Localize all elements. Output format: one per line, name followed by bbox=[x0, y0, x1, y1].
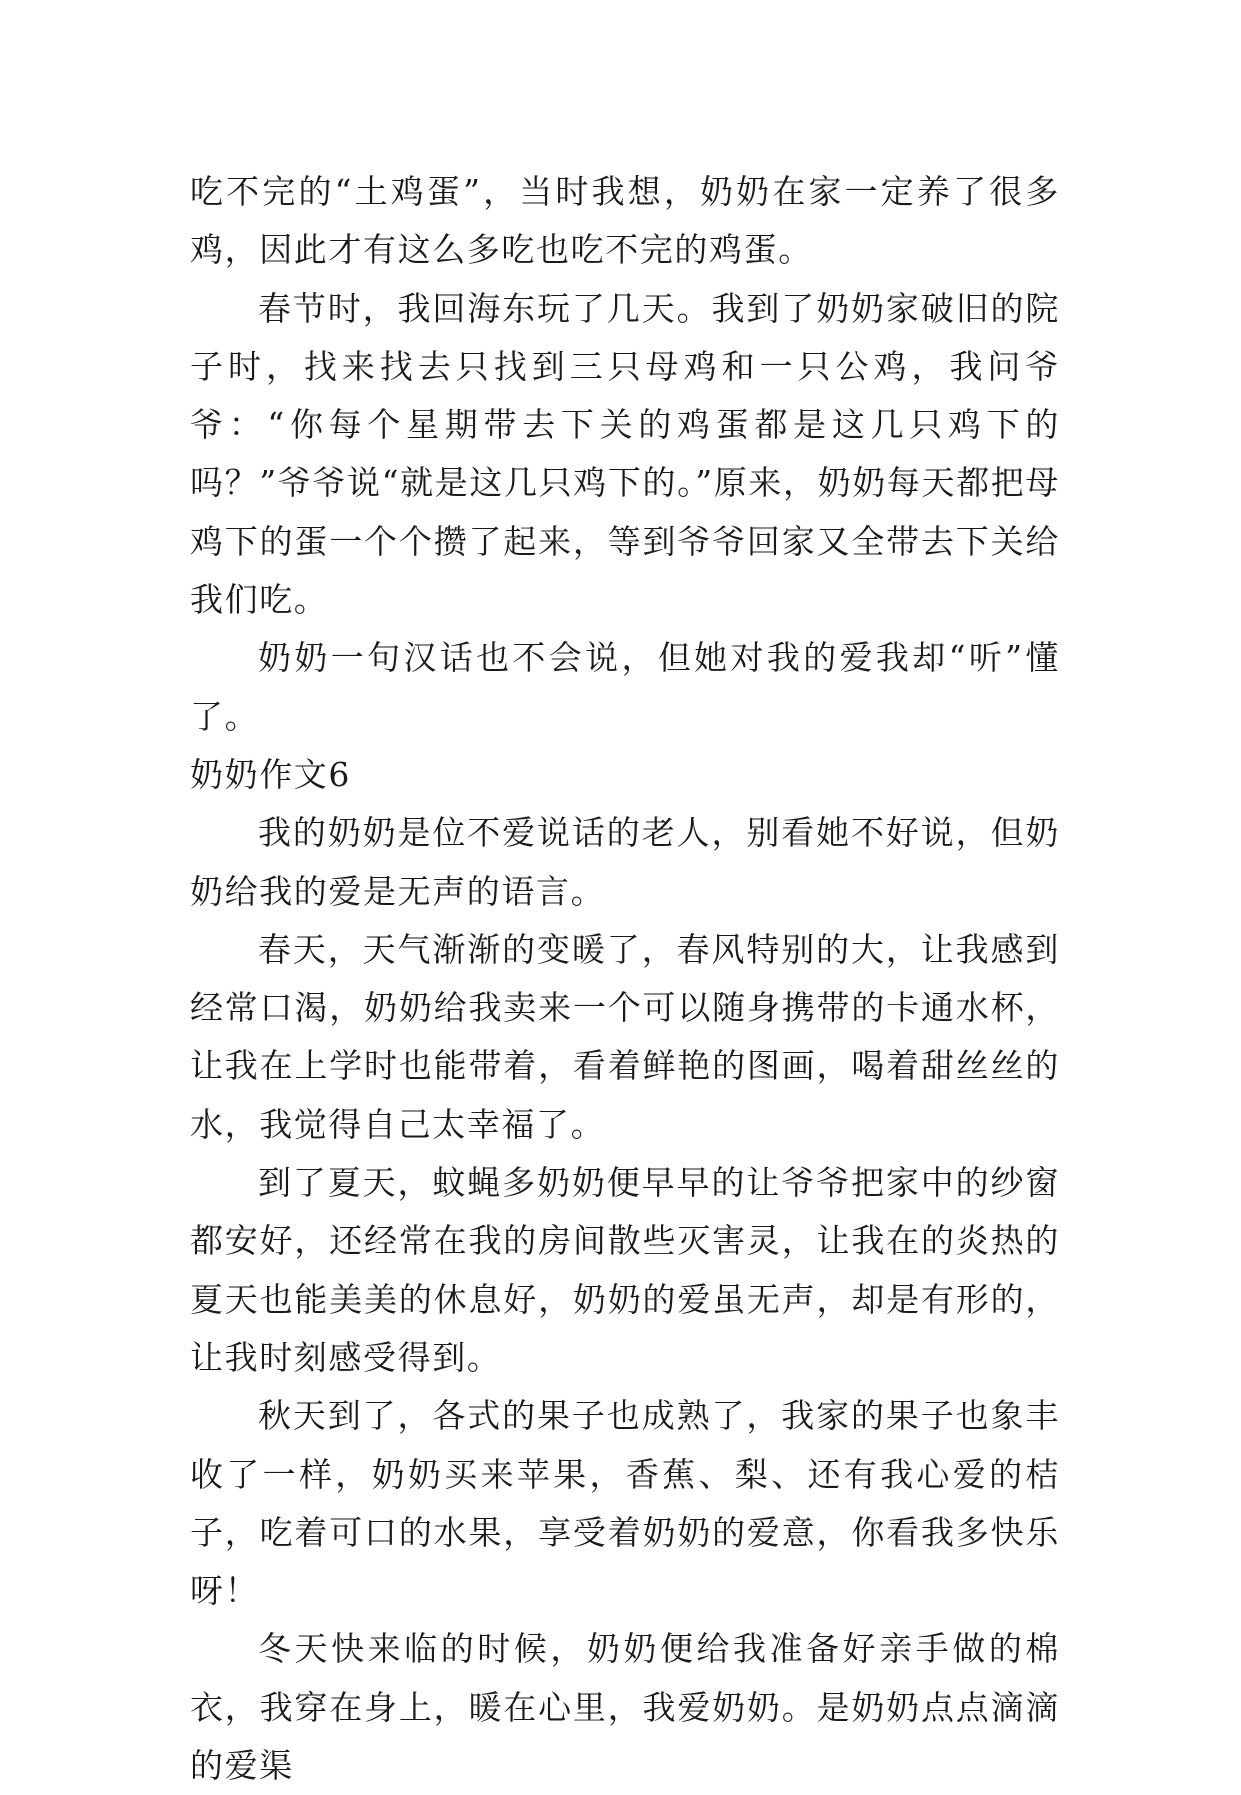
paragraph-intro: 我的奶奶是位不爱说话的老人，别看她不好说，但奶奶给我的爱是无声的语言。 bbox=[190, 813, 1060, 911]
paragraph-continued: 吃不完的“土鸡蛋”，当时我想，奶奶在家一定养了很多鸡，因此才有这么多吃也吃不完的鸡蛋。 bbox=[190, 172, 1060, 270]
paragraph-winter: 冬天快来临的时候，奶奶便给我准备好亲手做的棉衣，我穿在身上，暖在心里，我爱奶奶。是奶奶点点滴滴的爱渠 bbox=[190, 1629, 1060, 1786]
document-body bbox=[190, 163, 1060, 1795]
paragraph-spring: 春天，天气渐渐的变暖了，春风特别的大，让我感到经常口渴，奶奶给我卖来一个可以随身携带的卡通水杯，让我在上学时也能带着，看着鲜艳的图画，喝着甜丝丝的水，我觉得自己太幸福了。 bbox=[190, 929, 1060, 1144]
paragraph-spring-festival: 春节时，我回海东玩了几天。我到了奶奶家破旧的院子时，找来找去只找到三只母鸡和一只公鸡，我问爷爷：“你每个星期带去下关的鸡蛋都是这几只鸡下的吗？”爷爷说“就是这几只鸡下的。”原来，奶奶每天都把母鸡下的蛋一个个攒了起来，等到爷爷回家又全带去下关给我们吃。 bbox=[190, 288, 1060, 620]
paragraph-conclusion: 奶奶一句汉话也不会说，但她对我的爱我却“听”懂了。 bbox=[190, 638, 1060, 736]
paragraph-summer: 到了夏天，蚊蝇多奶奶便早早的让爷爷把家中的纱窗都安好，还经常在我的房间散些灭害灵，让我在的炎热的夏天也能美美的休息好，奶奶的爱虽无声，却是有形的，让我时刻感受得到。 bbox=[190, 1163, 1060, 1377]
paragraph-autumn: 秋天到了，各式的果子也成熟了，我家的果子也象丰收了一样，奶奶买来苹果，香蕉、梨、还有我心爱的桔子，吃着可口的水果，享受着奶奶的爱意，你看我多快乐呀！ bbox=[190, 1396, 1060, 1611]
essay-heading: 奶奶作文6 bbox=[190, 754, 351, 794]
